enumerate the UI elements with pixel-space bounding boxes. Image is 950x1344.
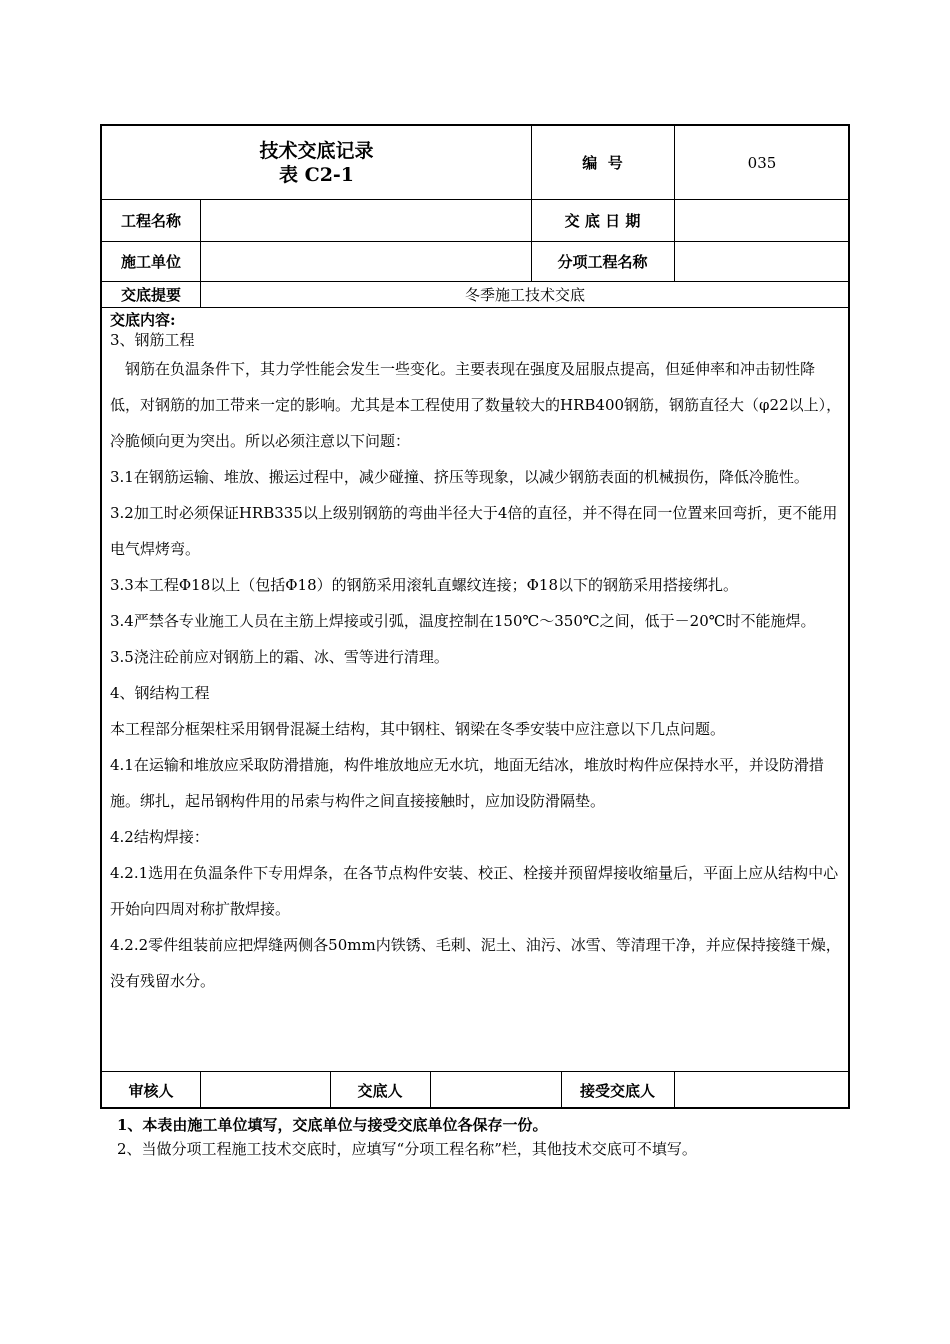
title-line-2: 表 C2-1	[278, 163, 355, 186]
reviewer-label: 审核人	[128, 1081, 174, 1100]
date-field[interactable]	[674, 199, 850, 241]
content-paragraph: 4.2.2零件组装前应把焊缝两侧各50mm内铁锈、毛刺、泥土、油污、冰雪、等清理干净，并应保持接缝干燥，没有残留水分。	[110, 936, 841, 990]
row-divider	[102, 307, 848, 308]
content-paragraph: 4.1在运输和堆放应采取防滑措施，构件堆放地应无水坑，地面无结冰，堆放时构件应保持水平，并设防滑措施。绑扎，起吊钢构件用的吊索与构件之间直接接触时，应加设防滑隔垫。	[110, 756, 824, 810]
note-2: 2、当做分项工程施工技术交底时，应填写“分项工程名称”栏，其他技术交底可不填写。	[117, 1140, 697, 1158]
date-label: 交 底 日 期	[564, 211, 641, 230]
receiver-label: 接受交底人	[579, 1081, 655, 1100]
section-3-title: 3、钢筋工程	[110, 331, 195, 349]
content-label: 交底内容:	[110, 311, 176, 329]
content-paragraph: 3.4严禁各专业施工人员在主筋上焊接或引弧，温度控制在150℃～350℃之间，低于－20℃时不能施焊。	[110, 612, 816, 630]
number-value: 035	[747, 153, 777, 172]
summary-label: 交底提要	[120, 285, 181, 304]
contractor-field[interactable]	[200, 241, 531, 281]
project-name-field[interactable]	[200, 199, 531, 241]
document-title	[102, 126, 531, 199]
content-paragraph: 3.2加工时必须保证HRB335以上级别钢筋的弯曲半径大于4倍的直径，并不得在同一位置来回弯折，更不能用电气焊烤弯。	[110, 504, 838, 558]
content-paragraph: 4.2.1选用在负温条件下专用焊条，在各节点构件安装、校正、栓接并预留焊接收缩量后，平面上应从结构中心开始向四周对称扩散焊接。	[110, 864, 839, 918]
content-paragraph: 3.3本工程Φ18以上（包括Φ18）的钢筋采用滚轧直螺纹连接；Φ18以下的钢筋采用搭接绑扎。	[110, 576, 739, 594]
discloser-label: 交底人	[357, 1081, 403, 1100]
sub-project-label: 分项工程名称	[557, 252, 648, 271]
content-paragraph: 4.2结构焊接：	[110, 828, 209, 846]
reviewer-field[interactable]	[200, 1071, 330, 1109]
content-paragraph: 本工程部分框架柱采用钢骨混凝土结构，其中钢柱、钢梁在冬季安装中应注意以下几点问题。	[110, 720, 726, 738]
content-paragraph: 4、钢结构工程	[110, 684, 210, 702]
sub-project-field[interactable]	[674, 241, 850, 281]
form-notes	[117, 1113, 697, 1161]
discloser-field[interactable]	[430, 1071, 561, 1109]
content-paragraph: 3.1在钢筋运输、堆放、搬运过程中，减少碰撞、挤压等现象，以减少钢筋表面的机械损伤，降低冷脆性。	[110, 468, 809, 486]
summary-value: 冬季施工技术交底	[464, 285, 585, 304]
note-1: 1、本表由施工单位填写，交底单位与接受交底单位各保存一份。	[117, 1116, 548, 1134]
disclosure-content	[110, 312, 844, 999]
number-label: 编 号	[582, 154, 623, 172]
receiver-field[interactable]	[674, 1071, 850, 1109]
project-name-label: 工程名称	[120, 211, 181, 230]
contractor-label: 施工单位	[120, 252, 181, 271]
disclosure-record-table	[100, 124, 850, 1109]
content-paragraph: 3.5浇注砼前应对钢筋上的霜、冰、雪等进行清理。	[110, 648, 449, 666]
content-paragraph: 钢筋在负温条件下，其力学性能会发生一些变化。主要表现在强度及屈服点提高，但延伸率和冲击韧性降低，对钢筋的加工带来一定的影响。尤其是本工程使用了数量较大的HRB400钢筋，钢筋直径大（φ22以上），冷脆倾向更为突出。所以必须注意以下问题：	[110, 360, 842, 450]
title-line-1: 技术交底记录	[259, 139, 374, 162]
